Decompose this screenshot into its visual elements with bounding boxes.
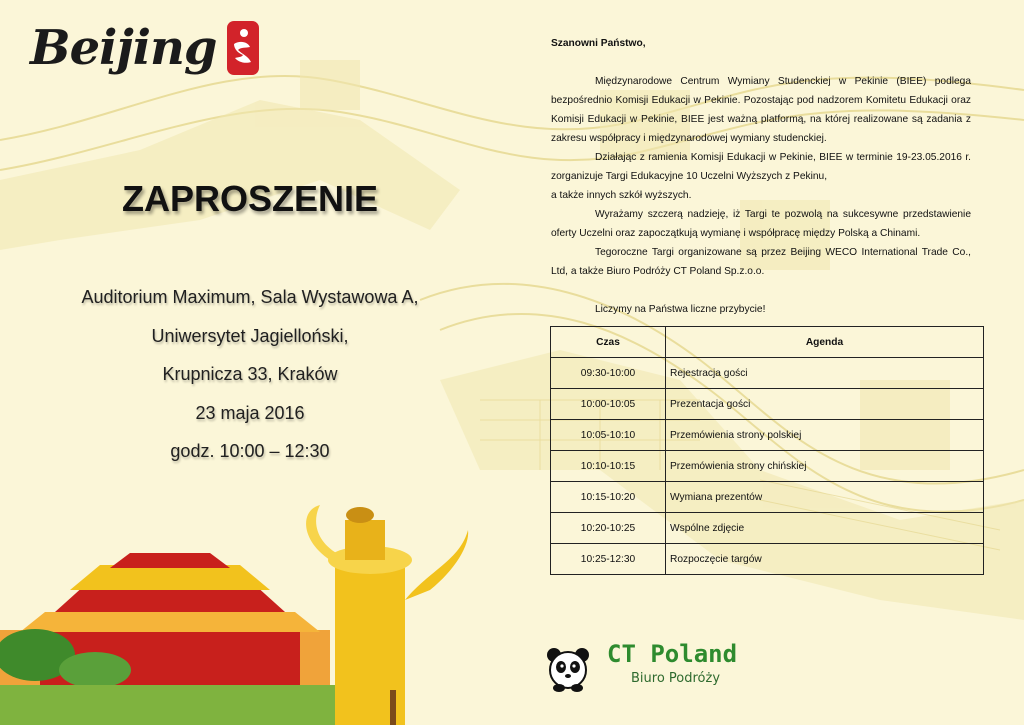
agenda-item: Wymiana prezentów (666, 482, 984, 513)
agenda-item: Rozpoczęcie targów (666, 544, 984, 575)
venue-address: Krupnicza 33, Kraków (162, 364, 338, 384)
agenda-item: Prezentacja gości (666, 389, 984, 420)
table-row (551, 482, 984, 513)
letter-greeting: Szanowni Państwo, (551, 38, 646, 49)
agenda-time: 09:30-10:00 (551, 358, 666, 389)
event-time: godz. 10:00 – 12:30 (170, 441, 330, 461)
letter-paragraph-3: Wyrażamy szczerą nadzieję, iż Targi te pozwolą na sukcesywne przedstawienie oferty Uczelni oraz zapoczątkują wymianę i współpracę między Polską a Chinami. (551, 209, 971, 239)
agenda-header-row (551, 327, 984, 358)
agenda-item: Przemówienia strony chińskiej (666, 451, 984, 482)
beijing-logo (30, 18, 260, 78)
agenda-time: 10:10-10:15 (551, 451, 666, 482)
table-row (551, 420, 984, 451)
olympic-seal-icon (226, 20, 260, 76)
letter-paragraph-2: Działając z ramienia Komisji Edukacji w Pekinie, BIEE w terminie 19-23.05.2016 r. zorganizuje Targi Edukacyjne 10 Uczelni Wyższych z Pekinu, (551, 152, 971, 182)
agenda-table (550, 326, 984, 575)
palace-illustration (0, 553, 340, 725)
letter-paragraph-4: Tegoroczne Targi organizowane są przez Beijing WECO International Trade Co., Ltd, a także Biuro Podróży CT Poland Sp.z.o.o. (551, 247, 971, 277)
event-date: 23 maja 2016 (195, 402, 305, 423)
invitation-title: ZAPROSZENIE (121, 178, 379, 219)
letter-paragraph-2b: a także innych szkół wyższych. (551, 190, 692, 201)
table-row (551, 513, 984, 544)
agenda-time: 10:25-12:30 (551, 544, 666, 575)
agenda-item: Przemówienia strony polskiej (666, 420, 984, 451)
beijing-logo-text: Beijing (30, 20, 217, 76)
ct-poland-subtitle: Biuro Podróży (631, 671, 721, 686)
agenda-time: 10:20-10:25 (551, 513, 666, 544)
invitation-letter (551, 34, 971, 319)
agenda-header-time: Czas (551, 327, 666, 358)
table-row (551, 358, 984, 389)
venue-details (0, 284, 500, 477)
table-row (551, 544, 984, 575)
letter-closing: Liczymy na Państwa liczne przybycie! (595, 304, 766, 315)
panda-icon (545, 646, 591, 692)
ct-poland-logo (545, 640, 755, 700)
agenda-header-agenda: Agenda (666, 327, 984, 358)
agenda-time: 10:00-10:05 (551, 389, 666, 420)
agenda-item: Wspólne zdjęcie (666, 513, 984, 544)
table-row (551, 451, 984, 482)
letter-paragraph-1: Międzynarodowe Centrum Wymiany Studenckiej w Pekinie (BIEE) podlega bezpośrednio Komisji Edukacji w Pekinie. Pozostając pod nadzorem Komitetu Edukacji oraz Komisji Edukacji w Pekinie, BIEE jest ważną platformą, na której realizowane są zadania z zakresu współpracy i międzynarodowej wymiany studenckiej. (551, 76, 971, 144)
venue-hall: Auditorium Maximum, Sala Wystawowa A, (81, 287, 419, 307)
table-row (551, 389, 984, 420)
agenda-item: Rejestracja gości (666, 358, 984, 389)
agenda-time: 10:05-10:10 (551, 420, 666, 451)
venue-university: Uniwersytet Jagielloński, (151, 325, 349, 346)
agenda-time: 10:15-10:20 (551, 482, 666, 513)
ct-poland-name: CT Poland (607, 640, 738, 668)
